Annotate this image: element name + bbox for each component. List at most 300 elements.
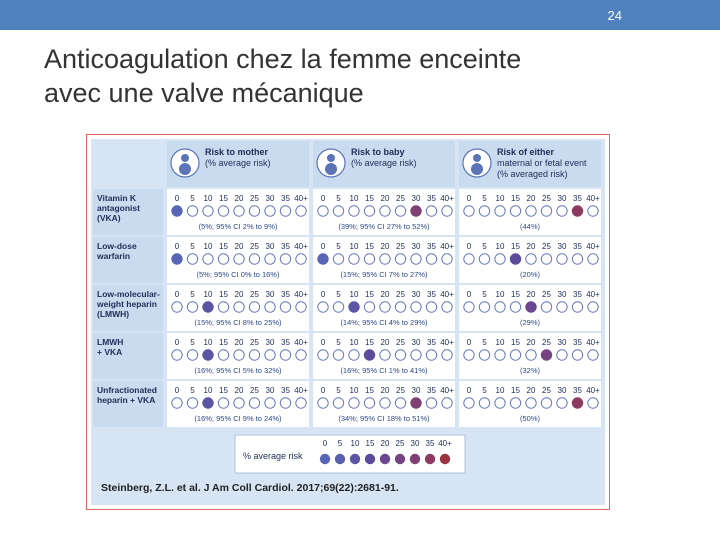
legend-tick-label: 35 xyxy=(425,439,435,448)
risk-marker-empty xyxy=(464,350,474,360)
risk-marker-empty xyxy=(234,398,244,408)
risk-marker-empty xyxy=(349,350,359,360)
confidence-interval-text: (50%) xyxy=(519,414,541,423)
scale-tick-label: 15 xyxy=(365,338,374,347)
scale-tick-label: 15 xyxy=(365,290,374,299)
column-title-line: Risk of either xyxy=(497,147,555,157)
risk-marker-empty xyxy=(234,206,244,216)
legend-tick-label: 5 xyxy=(337,439,343,448)
risk-marker-empty xyxy=(203,206,213,216)
legend-tick-label: 15 xyxy=(365,439,375,448)
scale-tick-label: 5 xyxy=(482,290,487,299)
risk-marker-empty xyxy=(172,350,182,360)
risk-marker-empty xyxy=(187,302,197,312)
scale-tick-label: 0 xyxy=(466,386,472,395)
scale-tick-label: 10 xyxy=(349,290,359,299)
scale-tick-label: 20 xyxy=(234,338,244,347)
scale-tick-label: 10 xyxy=(203,338,213,347)
risk-marker-empty xyxy=(395,254,405,264)
risk-marker-empty xyxy=(479,206,489,216)
risk-marker-empty xyxy=(249,206,259,216)
risk-marker-empty xyxy=(218,254,228,264)
risk-marker-empty xyxy=(426,206,436,216)
scale-tick-label: 35 xyxy=(573,194,582,203)
scale-tick-label: 5 xyxy=(336,338,341,347)
scale-tick-label: 15 xyxy=(219,242,228,251)
risk-marker-empty xyxy=(479,398,489,408)
risk-marker-empty xyxy=(526,398,536,408)
risk-marker-empty xyxy=(541,302,551,312)
scale-tick-label: 40+ xyxy=(440,338,454,347)
scale-tick-label: 30 xyxy=(411,242,421,251)
risk-marker-empty xyxy=(395,398,405,408)
scale-tick-label: 25 xyxy=(250,386,259,395)
risk-marker-empty xyxy=(349,206,359,216)
scale-tick-label: 35 xyxy=(281,194,290,203)
scale-tick-label: 5 xyxy=(190,242,195,251)
scale-tick-label: 35 xyxy=(427,386,436,395)
baby-icon-body xyxy=(325,163,337,175)
slide-header-bar xyxy=(0,0,720,30)
scale-tick-label: 30 xyxy=(411,290,421,299)
scale-tick-label: 15 xyxy=(511,242,520,251)
risk-marker-empty xyxy=(495,206,505,216)
scale-tick-label: 10 xyxy=(495,290,505,299)
scale-tick-label: 30 xyxy=(411,338,421,347)
column-title-line: Risk to baby xyxy=(351,147,405,157)
risk-marker-empty xyxy=(296,254,306,264)
scale-tick-label: 30 xyxy=(265,194,275,203)
row-label-line: Unfractionated xyxy=(97,385,157,395)
risk-marker-empty xyxy=(411,302,421,312)
column-title-line: Risk to mother xyxy=(205,147,269,157)
scale-tick-label: 25 xyxy=(396,338,405,347)
scale-tick-label: 35 xyxy=(573,338,582,347)
scale-tick-label: 30 xyxy=(411,386,421,395)
row-label-line: Vitamin K xyxy=(97,193,137,203)
scale-tick-label: 5 xyxy=(336,386,341,395)
risk-marker-empty xyxy=(557,398,567,408)
risk-marker-filled xyxy=(318,254,328,264)
scale-tick-label: 30 xyxy=(265,242,275,251)
risk-marker-empty xyxy=(588,398,598,408)
scale-tick-label: 25 xyxy=(396,290,405,299)
scale-tick-label: 20 xyxy=(380,194,390,203)
risk-marker-empty xyxy=(464,254,474,264)
scale-tick-label: 25 xyxy=(542,386,551,395)
scale-tick-label: 40+ xyxy=(440,242,454,251)
scale-tick-label: 5 xyxy=(336,290,341,299)
risk-marker-empty xyxy=(218,302,228,312)
scale-tick-label: 20 xyxy=(526,290,536,299)
risk-marker-empty xyxy=(526,206,536,216)
risk-marker-empty xyxy=(234,254,244,264)
risk-marker-empty xyxy=(541,206,551,216)
scale-tick-label: 15 xyxy=(365,386,374,395)
row-label-line: weight heparin xyxy=(97,299,157,309)
scale-tick-label: 40+ xyxy=(440,386,454,395)
risk-figure-panel xyxy=(91,139,605,505)
scale-tick-label: 30 xyxy=(411,194,421,203)
risk-marker-empty xyxy=(172,302,182,312)
risk-marker-empty xyxy=(572,254,582,264)
scale-tick-label: 10 xyxy=(349,242,359,251)
risk-marker-empty xyxy=(364,254,374,264)
risk-marker-empty xyxy=(510,206,520,216)
risk-marker-empty xyxy=(588,302,598,312)
risk-marker-empty xyxy=(280,302,290,312)
slide-title-line-2: avec une valve mécanique xyxy=(44,78,364,108)
scale-tick-label: 40+ xyxy=(586,290,600,299)
risk-marker-empty xyxy=(333,350,343,360)
risk-marker-empty xyxy=(395,350,405,360)
scale-tick-label: 30 xyxy=(265,386,275,395)
risk-marker-empty xyxy=(318,206,328,216)
scale-tick-label: 20 xyxy=(234,386,244,395)
scale-tick-label: 20 xyxy=(234,194,244,203)
scale-tick-label: 10 xyxy=(495,386,505,395)
scale-tick-label: 30 xyxy=(557,194,567,203)
risk-marker-empty xyxy=(187,206,197,216)
confidence-interval-text: (15%; 95% CI 8% to 25%) xyxy=(194,318,282,327)
scale-tick-label: 35 xyxy=(427,194,436,203)
row-label-line: warfarin xyxy=(97,251,131,261)
risk-marker-empty xyxy=(380,350,390,360)
row-label-line: antagonist xyxy=(97,203,140,213)
legend-swatch xyxy=(395,454,405,464)
risk-marker-empty xyxy=(296,398,306,408)
scale-tick-label: 10 xyxy=(495,194,505,203)
legend-label: % average risk xyxy=(243,451,303,461)
risk-marker-empty xyxy=(541,398,551,408)
risk-marker-empty xyxy=(572,302,582,312)
row-label-line: Low-molecular- xyxy=(97,289,160,299)
legend-swatch xyxy=(440,454,450,464)
scale-tick-label: 40+ xyxy=(294,386,308,395)
risk-marker-empty xyxy=(280,206,290,216)
scale-tick-label: 35 xyxy=(427,290,436,299)
scale-tick-label: 15 xyxy=(219,194,228,203)
scale-tick-label: 0 xyxy=(466,194,472,203)
scale-tick-label: 25 xyxy=(542,338,551,347)
scale-tick-label: 20 xyxy=(526,194,536,203)
scale-tick-label: 40+ xyxy=(294,194,308,203)
risk-marker-empty xyxy=(495,254,505,264)
scale-tick-label: 25 xyxy=(542,242,551,251)
risk-marker-empty xyxy=(318,398,328,408)
risk-marker-filled xyxy=(203,350,213,360)
risk-marker-filled xyxy=(172,254,182,264)
legend-tick-label: 40+ xyxy=(438,439,452,448)
scale-tick-label: 10 xyxy=(203,386,213,395)
risk-marker-empty xyxy=(380,206,390,216)
pregnant-woman-icon-head xyxy=(181,154,189,162)
column-title-line: (% average risk) xyxy=(205,158,271,168)
risk-marker-empty xyxy=(426,350,436,360)
risk-marker-empty xyxy=(557,302,567,312)
risk-marker-empty xyxy=(510,350,520,360)
scale-tick-label: 10 xyxy=(349,338,359,347)
scale-tick-label: 25 xyxy=(250,338,259,347)
citation-text: Steinberg, Z.L. et al. J Am Coll Cardiol. 2017;69(22):2681-91. xyxy=(101,482,399,494)
risk-marker-empty xyxy=(318,350,328,360)
scale-tick-label: 15 xyxy=(511,194,520,203)
row-label-line: LMWH xyxy=(97,337,124,347)
risk-marker-empty xyxy=(265,254,275,264)
risk-marker-empty xyxy=(495,302,505,312)
confidence-interval-text: (5%; 95% CI 0% to 16%) xyxy=(196,270,280,279)
risk-marker-empty xyxy=(234,350,244,360)
risk-marker-filled xyxy=(572,206,582,216)
scale-tick-label: 30 xyxy=(265,338,275,347)
risk-marker-filled xyxy=(203,398,213,408)
risk-marker-empty xyxy=(218,398,228,408)
risk-marker-empty xyxy=(187,350,197,360)
risk-marker-empty xyxy=(364,302,374,312)
risk-marker-empty xyxy=(318,302,328,312)
risk-marker-empty xyxy=(349,254,359,264)
scale-tick-label: 40+ xyxy=(586,338,600,347)
row-label-line: (LMWH) xyxy=(97,309,130,319)
risk-marker-empty xyxy=(464,206,474,216)
scale-tick-label: 15 xyxy=(511,290,520,299)
legend-swatch xyxy=(365,454,375,464)
scale-tick-label: 15 xyxy=(219,338,228,347)
legend-swatch xyxy=(380,454,390,464)
risk-marker-empty xyxy=(426,254,436,264)
risk-marker-empty xyxy=(557,206,567,216)
slide-title xyxy=(44,42,684,110)
pregnant-woman-icon-body xyxy=(179,163,191,175)
risk-marker-empty xyxy=(588,350,598,360)
risk-marker-filled xyxy=(349,302,359,312)
scale-tick-label: 30 xyxy=(265,290,275,299)
scale-tick-label: 0 xyxy=(320,242,326,251)
scale-tick-label: 40+ xyxy=(294,338,308,347)
risk-marker-empty xyxy=(426,398,436,408)
risk-marker-empty xyxy=(349,398,359,408)
scale-tick-label: 5 xyxy=(190,194,195,203)
risk-table-graphic xyxy=(91,139,605,505)
risk-marker-empty xyxy=(333,254,343,264)
scale-tick-label: 35 xyxy=(573,386,582,395)
risk-marker-empty xyxy=(479,302,489,312)
legend-swatch xyxy=(410,454,420,464)
legend-tick-label: 0 xyxy=(322,439,328,448)
risk-marker-empty xyxy=(265,350,275,360)
risk-marker-empty xyxy=(234,302,244,312)
scale-tick-label: 0 xyxy=(174,338,180,347)
scale-tick-label: 35 xyxy=(281,338,290,347)
scale-tick-label: 0 xyxy=(174,290,180,299)
scale-tick-label: 5 xyxy=(482,338,487,347)
legend-tick-label: 20 xyxy=(380,439,390,448)
risk-marker-empty xyxy=(187,398,197,408)
scale-tick-label: 40+ xyxy=(294,290,308,299)
legend-tick-label: 25 xyxy=(395,439,405,448)
risk-marker-empty xyxy=(495,398,505,408)
risk-marker-empty xyxy=(249,254,259,264)
risk-marker-empty xyxy=(218,350,228,360)
risk-marker-empty xyxy=(364,206,374,216)
scale-tick-label: 0 xyxy=(320,194,326,203)
risk-marker-empty xyxy=(464,302,474,312)
row-label-line: + VKA xyxy=(97,347,123,357)
scale-tick-label: 35 xyxy=(281,290,290,299)
risk-marker-empty xyxy=(203,254,213,264)
scale-tick-label: 40+ xyxy=(440,194,454,203)
risk-marker-empty xyxy=(249,302,259,312)
scale-tick-label: 10 xyxy=(203,242,213,251)
scale-tick-label: 0 xyxy=(320,290,326,299)
scale-tick-label: 30 xyxy=(557,386,567,395)
risk-marker-empty xyxy=(588,254,598,264)
risk-marker-empty xyxy=(526,350,536,360)
scale-tick-label: 5 xyxy=(336,242,341,251)
risk-marker-empty xyxy=(296,206,306,216)
risk-marker-empty xyxy=(187,254,197,264)
scale-tick-label: 20 xyxy=(234,290,244,299)
scale-tick-label: 25 xyxy=(542,194,551,203)
risk-marker-empty xyxy=(426,302,436,312)
risk-marker-empty xyxy=(333,398,343,408)
scale-tick-label: 10 xyxy=(203,194,213,203)
scale-tick-label: 5 xyxy=(482,242,487,251)
confidence-interval-text: (5%; 95% CI 2% to 9%) xyxy=(198,222,278,231)
risk-marker-empty xyxy=(442,350,452,360)
scale-tick-label: 0 xyxy=(174,386,180,395)
risk-marker-empty xyxy=(249,398,259,408)
row-label-line: Low-dose xyxy=(97,241,137,251)
risk-marker-filled xyxy=(203,302,213,312)
risk-marker-empty xyxy=(218,206,228,216)
scale-tick-label: 5 xyxy=(190,338,195,347)
scale-tick-label: 40+ xyxy=(586,194,600,203)
risk-marker-empty xyxy=(395,302,405,312)
scale-tick-label: 10 xyxy=(349,194,359,203)
risk-marker-empty xyxy=(280,350,290,360)
scale-tick-label: 25 xyxy=(542,290,551,299)
scale-tick-label: 25 xyxy=(250,194,259,203)
scale-tick-label: 20 xyxy=(526,338,536,347)
confidence-interval-text: (15%; 95% CI 7% to 27%) xyxy=(340,270,428,279)
scale-tick-label: 30 xyxy=(557,338,567,347)
confidence-interval-text: (16%; 95% CI 9% to 24%) xyxy=(194,414,282,423)
scale-tick-label: 20 xyxy=(380,290,390,299)
risk-marker-empty xyxy=(296,302,306,312)
scale-tick-label: 5 xyxy=(336,194,341,203)
scale-tick-label: 15 xyxy=(365,194,374,203)
risk-marker-empty xyxy=(249,350,259,360)
risk-marker-empty xyxy=(442,254,452,264)
risk-marker-filled xyxy=(541,350,551,360)
column-title-line: maternal or fetal event xyxy=(497,158,587,168)
scale-tick-label: 35 xyxy=(427,338,436,347)
risk-marker-empty xyxy=(395,206,405,216)
scale-tick-label: 15 xyxy=(219,386,228,395)
scale-tick-label: 20 xyxy=(380,338,390,347)
slide-title-line-1: Anticoagulation chez la femme enceinte xyxy=(44,44,522,74)
confidence-interval-text: (16%; 95% CI 5% to 32%) xyxy=(194,366,282,375)
scale-tick-label: 25 xyxy=(396,242,405,251)
risk-marker-filled xyxy=(411,206,421,216)
risk-marker-filled xyxy=(526,302,536,312)
scale-tick-label: 30 xyxy=(557,290,567,299)
risk-marker-empty xyxy=(380,254,390,264)
scale-tick-label: 35 xyxy=(281,386,290,395)
confidence-interval-text: (20%) xyxy=(519,270,541,279)
scale-tick-label: 35 xyxy=(573,290,582,299)
scale-tick-label: 20 xyxy=(380,242,390,251)
risk-figure xyxy=(86,134,610,510)
risk-marker-empty xyxy=(380,302,390,312)
row-label-line: (VKA) xyxy=(97,213,121,223)
risk-marker-filled xyxy=(364,350,374,360)
scale-tick-label: 5 xyxy=(482,194,487,203)
risk-marker-filled xyxy=(510,254,520,264)
risk-marker-empty xyxy=(364,398,374,408)
legend-swatch xyxy=(320,454,330,464)
risk-marker-empty xyxy=(510,398,520,408)
risk-marker-empty xyxy=(333,302,343,312)
risk-marker-empty xyxy=(557,350,567,360)
risk-marker-empty xyxy=(411,254,421,264)
scale-tick-label: 5 xyxy=(190,290,195,299)
scale-tick-label: 15 xyxy=(511,386,520,395)
scale-tick-label: 35 xyxy=(573,242,582,251)
scale-tick-label: 0 xyxy=(466,290,472,299)
scale-tick-label: 20 xyxy=(234,242,244,251)
scale-tick-label: 5 xyxy=(190,386,195,395)
scale-tick-label: 30 xyxy=(557,242,567,251)
risk-marker-empty xyxy=(265,398,275,408)
risk-marker-empty xyxy=(265,302,275,312)
column-title-line: (% averaged risk) xyxy=(497,169,568,179)
scale-tick-label: 0 xyxy=(466,242,472,251)
confidence-interval-text: (16%; 95% CI 1% to 41%) xyxy=(340,366,428,375)
risk-marker-empty xyxy=(479,350,489,360)
scale-tick-label: 35 xyxy=(427,242,436,251)
slide-number: 24 xyxy=(607,8,622,23)
confidence-interval-text: (29%) xyxy=(519,318,541,327)
scale-tick-label: 40+ xyxy=(586,386,600,395)
risk-marker-empty xyxy=(588,206,598,216)
scale-tick-label: 10 xyxy=(495,242,505,251)
scale-tick-label: 0 xyxy=(174,194,180,203)
risk-marker-filled xyxy=(572,398,582,408)
scale-tick-label: 10 xyxy=(349,386,359,395)
scale-tick-label: 15 xyxy=(511,338,520,347)
scale-tick-label: 0 xyxy=(466,338,472,347)
confidence-interval-text: (14%; 95% CI 4% to 29%) xyxy=(340,318,428,327)
scale-tick-label: 40+ xyxy=(440,290,454,299)
risk-marker-empty xyxy=(442,206,452,216)
scale-tick-label: 25 xyxy=(396,194,405,203)
risk-marker-empty xyxy=(296,350,306,360)
scale-tick-label: 20 xyxy=(380,386,390,395)
risk-marker-filled xyxy=(172,206,182,216)
risk-marker-empty xyxy=(557,254,567,264)
risk-marker-empty xyxy=(172,398,182,408)
scale-tick-label: 25 xyxy=(250,242,259,251)
scale-tick-label: 0 xyxy=(320,386,326,395)
column-title-line: (% average risk) xyxy=(351,158,417,168)
scale-tick-label: 15 xyxy=(365,242,374,251)
risk-marker-empty xyxy=(526,254,536,264)
risk-marker-empty xyxy=(541,254,551,264)
risk-marker-empty xyxy=(495,350,505,360)
scale-tick-label: 25 xyxy=(396,386,405,395)
